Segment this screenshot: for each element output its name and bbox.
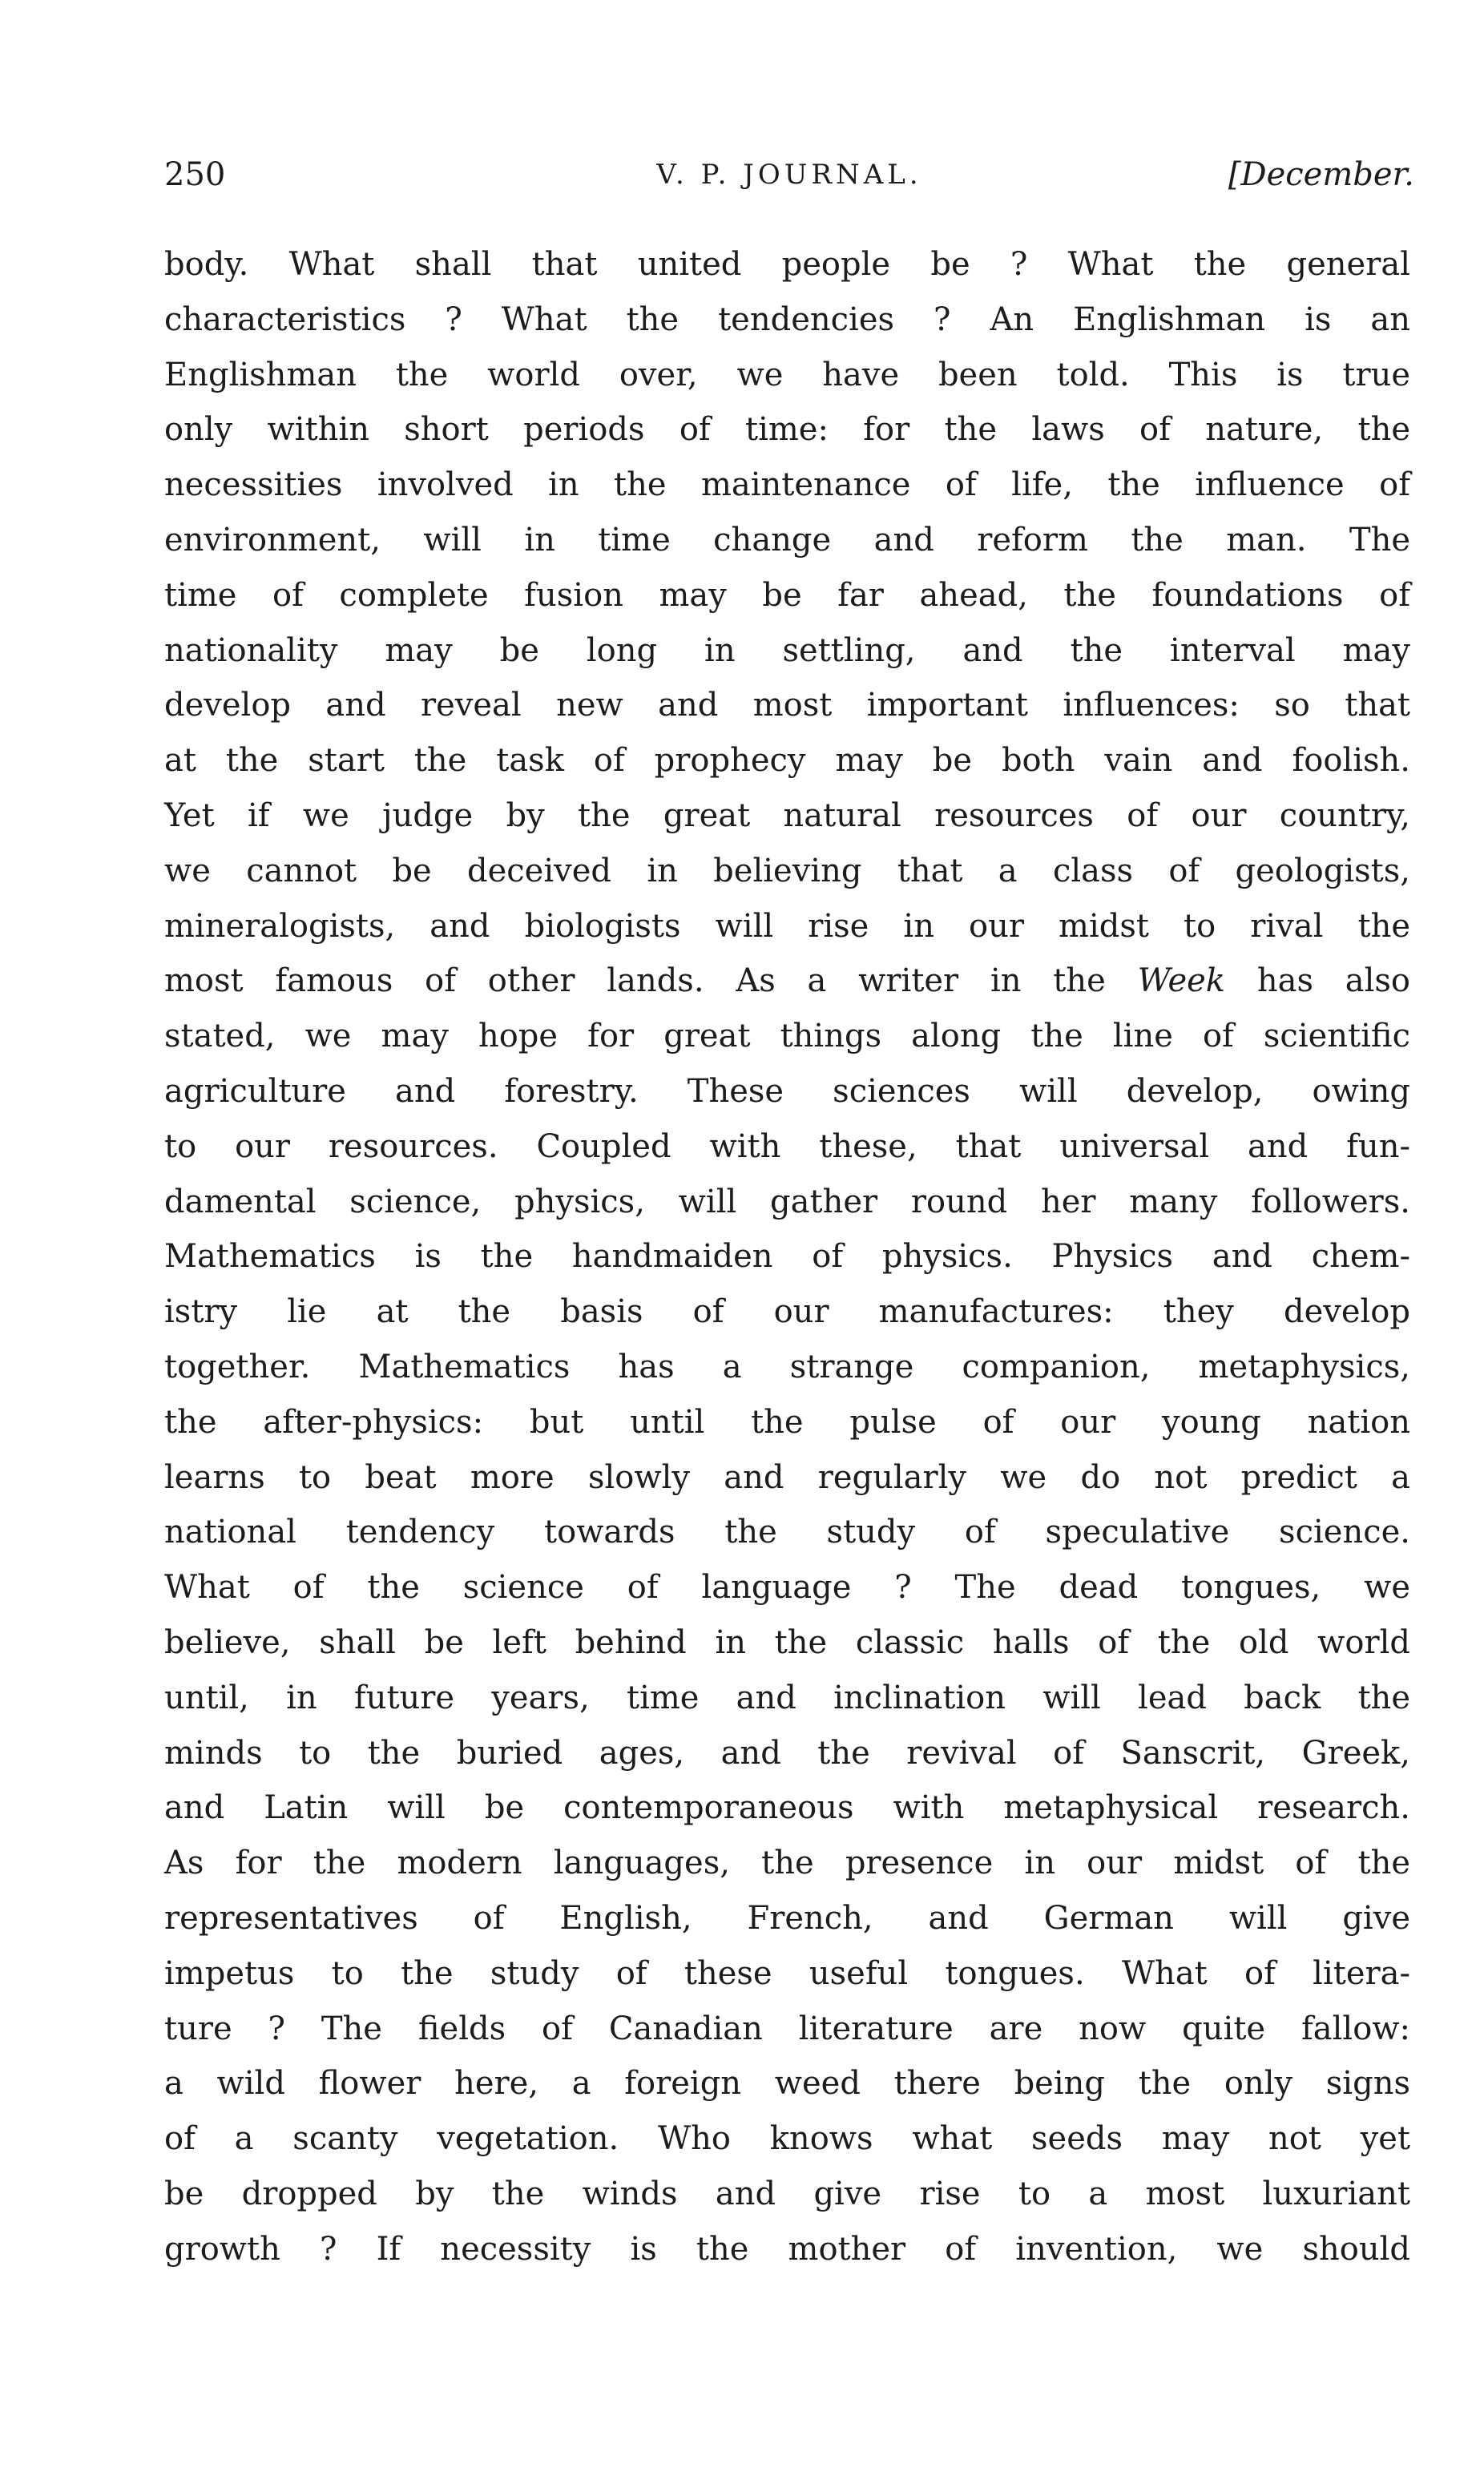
running-head [164,151,1414,199]
text-line: national tendency towards the study of speculative science. [164,1514,1410,1551]
text-line: representatives of English, French, and German will give [164,1899,1410,1937]
text-line: minds to the buried ages, and the revival of Sanscrit, Greek, [164,1734,1410,1772]
text-line: most famous of other lands. As a writer in the Week has also [164,962,1411,1000]
text-line: a wild flower here, a foreign weed there being the only signs [164,2065,1410,2103]
periodical-title: Week [1137,962,1226,1000]
text-line: at the start the task of prophecy may be both vain and foolish. [164,742,1410,780]
text-line: body. What shall that united people be ? What the general [164,246,1410,283]
text-line: develop and reveal new and most important influences: so that [164,687,1410,724]
text-line: ture ? The fields of Canadian literature are now quite fallow: [164,2010,1410,2047]
text-line: mineralogists, and biologists will rise in our midst to rival the [164,907,1410,945]
text-line: be dropped by the winds and give rise to a most luxuriant [164,2175,1410,2212]
text-line: learns to beat more slowly and regularly we do not predict a [164,1458,1410,1496]
text-line: necessities involved in the maintenance of life, the influence of [164,466,1410,504]
text-line: we cannot be deceived in believing that a class of geologists, [164,852,1410,889]
text-line: Mathematics is the handmaiden of physics. Physics and chem- [164,1238,1410,1276]
text-line: characteristics ? What the tendencies ? An Englishman is an [164,300,1410,338]
text-line: agriculture and forestry. These sciences will develop, owing [164,1072,1410,1110]
page-number: 250 [164,156,226,193]
text-line: of a scanty vegetation. Who knows what seeds may not yet [164,2120,1410,2158]
text-line: to our resources. Coupled with these, that universal and fun- [164,1127,1410,1165]
text-line: As for the modern languages, the presence in our midst of the [164,1845,1410,1882]
body-text [164,237,1410,2276]
text-line: time of complete fusion may be far ahead, the foundations of [164,576,1410,614]
text-line: Yet if we judge by the great natural resources of our country, [164,796,1410,834]
text-line: until, in future years, time and inclination will lead back the [164,1679,1410,1716]
text-line: only within short periods of time: for the laws of nature, the [164,411,1410,449]
text-line: growth ? If necessity is the mother of invention, we should [164,2230,1410,2268]
text-line: and Latin will be contemporaneous with metaphysical research. [164,1789,1410,1827]
text-line: together. Mathematics has a strange companion, metaphysics, [164,1348,1410,1385]
text-line: the after-physics: but until the pulse of our young nation [164,1403,1410,1441]
journal-title: V. P. JOURNAL. [656,159,922,191]
running-head-month: [December. [1228,156,1414,193]
text-line: environment, will in time change and reform the man. The [164,521,1410,559]
text-line: stated, we may hope for great things along the line of scientific [164,1018,1410,1055]
text-line: believe, shall be left behind in the classic halls of the old world [164,1623,1410,1661]
text-line: istry lie at the basis of our manufactures: they develop [164,1293,1410,1331]
text-line: What of the science of language ? The dead tongues, we [164,1569,1410,1607]
text-line: damental science, physics, will gather round her many followers. [164,1183,1410,1220]
text-line: nationality may be long in settling, and the interval may [164,631,1410,669]
text-line: Englishman the world over, we have been told. This is true [164,356,1410,393]
text-line: impetus to the study of these useful tongues. What of litera- [164,1954,1410,1992]
